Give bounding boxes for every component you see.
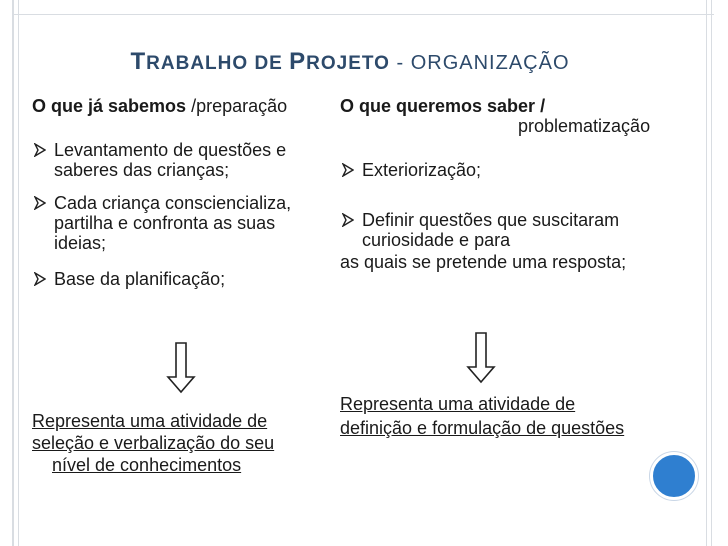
title-initial-1: T: [130, 48, 147, 75]
left-conclusion-line: Representa uma atividade de: [32, 411, 268, 431]
frame-line-right-inner: [706, 0, 707, 546]
left-bullet-text: Levantamento de questões e saberes das crianças;: [54, 140, 287, 180]
list-item: [340, 210, 680, 250]
frame-line-left: [12, 0, 14, 546]
list-item: [340, 160, 680, 180]
list-item: [32, 269, 332, 289]
left-heading-normal: /preparação: [186, 96, 288, 116]
right-column: [340, 96, 680, 272]
left-conclusion-line: seleção e verbalização do seu: [32, 433, 275, 453]
arrow-bullet-icon: [342, 163, 354, 177]
right-conclusion: [340, 392, 680, 440]
slide-title: [0, 48, 700, 76]
left-heading: [32, 96, 332, 116]
arrow-bullet-icon: [34, 272, 46, 286]
frame-line-top: [14, 14, 714, 15]
down-arrow-icon: [466, 332, 496, 384]
title-word-1: RABALHO DE: [146, 53, 290, 74]
left-bullet-text: Base da planificação;: [54, 269, 226, 289]
right-bullet-text: Exteriorização;: [362, 160, 482, 180]
right-continuation: as quais se pretende uma resposta;: [340, 252, 627, 272]
right-heading-bold: O que queremos saber: [340, 96, 536, 116]
decorative-circle: [650, 452, 698, 500]
left-conclusion: [32, 410, 332, 476]
arrow-bullet-icon: [34, 143, 46, 157]
list-item: [32, 140, 332, 180]
title-word-3: ORGANIZAÇÃO: [410, 52, 570, 74]
left-conclusion-line: nível de conhecimentos: [52, 455, 242, 475]
title-word-2: ROJETO: [306, 53, 390, 74]
right-conclusion-line: Representa uma atividade de: [340, 394, 576, 414]
right-bullet-text: Definir questões que suscitaram curiosidade e para: [362, 210, 620, 250]
frame-line-right: [711, 0, 712, 546]
left-heading-bold: O que já sabemos: [32, 96, 187, 116]
title-separator: -: [389, 52, 411, 74]
title-initial-2: P: [289, 48, 307, 75]
frame-line-left-inner: [18, 0, 19, 546]
arrow-bullet-icon: [34, 196, 46, 210]
arrow-bullet-icon: [342, 213, 354, 227]
left-bullet-text: Cada criança consciencializa, partilha e confronta as suas ideias;: [54, 193, 292, 253]
down-arrow-icon: [166, 342, 196, 394]
right-heading: [340, 96, 680, 116]
list-item: [32, 193, 332, 253]
left-column: [32, 96, 332, 289]
right-heading-slash: /: [535, 96, 546, 116]
right-conclusion-line: definição e formulação de questões: [340, 418, 625, 438]
right-heading-line2: problematização: [518, 116, 651, 136]
